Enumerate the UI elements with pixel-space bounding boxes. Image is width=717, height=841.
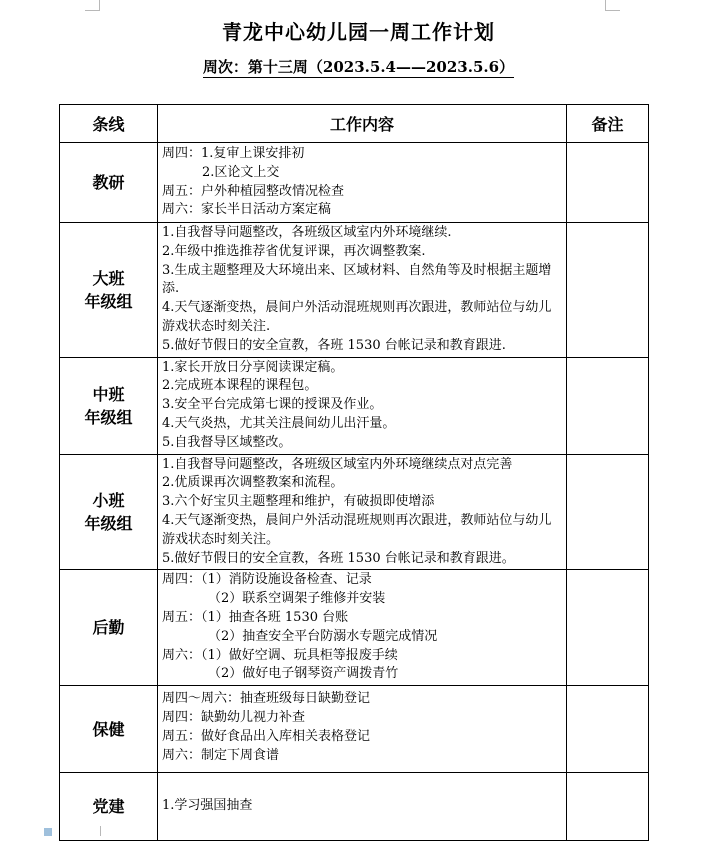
content-line: 2.区论文上交 — [202, 164, 280, 180]
table-row — [60, 357, 649, 454]
header-category: 条线 — [60, 105, 158, 143]
table-row — [60, 570, 649, 686]
content-line: 5.自我督导区域整改。 — [162, 434, 292, 450]
row-category — [60, 357, 158, 454]
content-line: 2.完成班本课程的课程包。 — [162, 378, 318, 394]
table-row — [60, 223, 649, 358]
category-label: 年级组 — [84, 513, 133, 533]
content-line: 3.安全平台完成第七课的授课及作业。 — [162, 397, 383, 413]
category-label: 中班 — [92, 384, 125, 404]
content-line: 周四：（1）消防设施设备检查、记录 — [162, 572, 372, 588]
content-line: 周六：（1）做好空调、玩具柜等报废手续 — [162, 647, 398, 663]
content-line: 2.年级中推选推荐省优复评课，再次调整教案. — [162, 243, 426, 259]
row-notes — [567, 223, 649, 358]
table-header-row — [60, 105, 649, 143]
header-content: 工作内容 — [158, 105, 567, 143]
week-subtitle-text: 周次：第十三周（2023.5.4——2023.5.6） — [202, 58, 515, 76]
row-content — [158, 454, 567, 570]
category-label: 年级组 — [84, 291, 133, 311]
table-row — [60, 686, 649, 773]
content-line: 周五：户外种植园整改情况检查 — [162, 183, 345, 199]
row-content — [158, 357, 567, 454]
row-category — [60, 773, 158, 841]
row-content — [158, 570, 567, 686]
row-category — [60, 454, 158, 570]
content-line: 周四～周六：抽查班级每日缺勤登记 — [162, 691, 371, 707]
header-notes: 备注 — [567, 105, 649, 143]
category-label: 年级组 — [84, 407, 133, 427]
content-line: （2）抽查安全平台防溺水专题完成情况 — [208, 628, 438, 644]
page-corner-mark — [605, 0, 620, 11]
content-line: 1.学习强国抽查 — [162, 798, 253, 814]
content-line: 周四：缺勤幼儿视力补查 — [162, 709, 306, 725]
document-title: 青龙中心幼儿园一周工作计划 — [222, 20, 495, 44]
row-notes — [567, 143, 649, 223]
row-content — [158, 686, 567, 773]
content-line: 3.生成主题整理及大环境出来、区域材料、自然角等及时根据主题增添. — [162, 262, 552, 297]
row-notes — [567, 357, 649, 454]
category-label: 小班 — [92, 490, 125, 510]
content-line: 3.六个好宝贝主题整理和维护，有破损即使增添 — [162, 494, 435, 510]
row-notes — [567, 570, 649, 686]
row-content — [158, 223, 567, 358]
content-line: 5.做好节假日的安全宣教，各班 1530 台帐记录和教育跟进. — [162, 337, 506, 353]
row-category — [60, 143, 158, 223]
row-notes — [567, 686, 649, 773]
table-row — [60, 143, 649, 223]
content-line: 1.自我督导问题整改，各班级区域室内外环境继续. — [162, 225, 452, 240]
content-line: （2）做好电子钢琴资产调拨青竹 — [208, 666, 399, 682]
category-label: 教研 — [92, 173, 125, 192]
row-content — [158, 773, 567, 841]
category-label: 后勤 — [92, 618, 125, 638]
content-line: 周四：1.复审上课安排初 — [162, 145, 305, 161]
content-line: （2）联系空调架子维修并安装 — [208, 591, 386, 607]
content-line: 周六：制定下周食谱 — [162, 747, 280, 763]
content-line: 5.做好节假日的安全宣教，各班 1530 台帐记录和教育跟进。 — [162, 550, 515, 566]
content-line: 周五：做好食品出入库相关表格登记 — [162, 728, 371, 744]
week-subtitle — [0, 56, 717, 77]
content-line: 4.天气逐渐变热，晨间户外活动混班规则再次跟进，教师站位与幼儿游戏状态时刻关注. — [162, 300, 552, 334]
work-plan-table — [59, 104, 649, 841]
content-line: 1.自我督导问题整改，各班级区域室内外环境继续点对点完善 — [162, 456, 513, 472]
table-row — [60, 454, 649, 570]
table-row — [60, 773, 649, 841]
category-label: 大班 — [92, 268, 125, 288]
row-notes — [567, 773, 649, 841]
content-line: 周五：（1）抽查各班 1530 台账 — [162, 609, 349, 625]
category-label: 保健 — [92, 719, 125, 739]
content-line: 周六：家长半日活动方案定稿 — [162, 202, 332, 218]
page-corner-mark — [85, 0, 100, 11]
category-label: 党建 — [92, 797, 125, 817]
row-category — [60, 686, 158, 773]
row-category — [60, 570, 158, 686]
content-line: 2.优质课再次调整教案和流程。 — [162, 475, 344, 491]
content-line: 4.天气逐渐变热，晨间户外活动混班规则再次跟进，教师站位与幼儿游戏状态时刻关注。 — [162, 512, 552, 547]
page-marker — [44, 828, 52, 836]
row-content — [158, 143, 567, 223]
content-line: 4.天气炎热，尤其关注晨间幼儿出汗量。 — [162, 415, 396, 431]
content-line: 1.家长开放日分享阅读课定稿。 — [162, 359, 344, 375]
row-category — [60, 223, 158, 358]
row-notes — [567, 454, 649, 570]
